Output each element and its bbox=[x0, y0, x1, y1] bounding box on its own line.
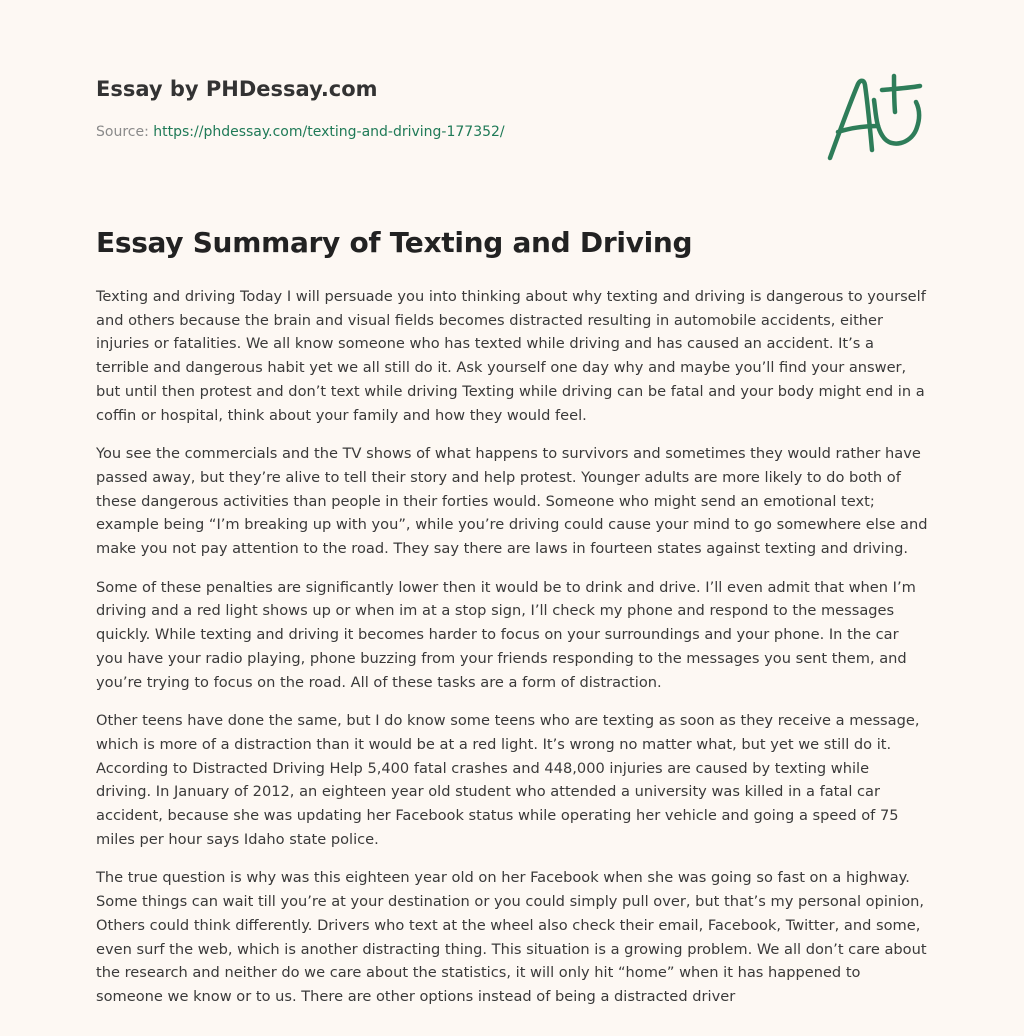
essay-paragraph: Other teens have done the same, but I do know some teens who are texting as soon as they receive a message, which is more of a distraction than it would be at a red light. It’s wrong no matter what, but yet we still do it. According to Distracted Driving Help 5,400 fatal crashes and 448,000 injuries are caused by texting while driving. In January of 2012, an eighteen year old student who attended a university was killed in a fatal car accident, because she was updating her Facebook status while operating her vehicle and going a speed of 75 miles per hour says Idaho state police. bbox=[96, 712, 920, 848]
essay-paragraph: Some of these penalties are significantly lower then it would be to drink and drive. I’ll even admit that when I’m driving and a red light shows up or when im at a stop sign, I’ll check my phone and respond to the messages quickly. While texting and driving it becomes harder to focus on your surroundings and your phone. In the car you have your radio playing, phone buzzing from your friends responding to the messages you sent them, and you’re trying to focus on the road. All of these tasks are a form of distraction. bbox=[96, 578, 916, 691]
source-link[interactable]: https://phdessay.com/texting-and-driving-177352/ bbox=[153, 124, 505, 140]
essay-paragraph: You see the commercials and the TV shows of what happens to survivors and sometimes they would rather have passed away, but they’re alive to tell their story and help protest. Younger adults are more likely to do both of these dangerous activities than people in their forties would. Someone who might send an emotional text; example being “I’m breaking up with you”, while you’re driving could cause your mind to go somewhere else and make you not pay attention to the road. They say there are laws in fourteen states against texting and driving. bbox=[96, 445, 928, 558]
a-plus-logo-icon bbox=[824, 66, 928, 166]
essay-paragraph: Texting and driving Today I will persuade you into thinking about why texting and driving is dangerous to yourself and others because the brain and visual fields becomes distracted resulting in automobile accidents, either injuries or fatalities. We all know someone who has texted while driving and has caused an accident. It’s a terrible and dangerous habit yet we all still do it. Ask yourself one day why and maybe you’ll find your answer, but until then protest and don’t text while driving Texting while driving can be fatal and your body might end in a coffin or hospital, think about your family and how they would feel. bbox=[96, 288, 926, 424]
source-line bbox=[96, 124, 505, 140]
page-header bbox=[96, 0, 928, 200]
brand-title: Essay by PHDessay.com bbox=[96, 77, 378, 101]
essay-title: Essay Summary of Texting and Driving bbox=[96, 226, 693, 259]
essay-body bbox=[96, 285, 928, 1024]
essay-paragraph: The true question is why was this eighteen year old on her Facebook when she was going so fast on a highway. Some things can wait till you’re at your destination or you could simply pull over, but that’s my personal opinion, Others could think differently. Drivers who text at the wheel also check their email, Facebook, Twitter, and some, even surf the web, which is another distracting thing. This situation is a growing problem. We all don’t care about the research and neither do we care about the statistics, it will only hit “home” when it has happened to someone we know or to us. There are other options instead of being a distracted driver bbox=[96, 869, 927, 1005]
source-label: Source: bbox=[96, 124, 149, 140]
